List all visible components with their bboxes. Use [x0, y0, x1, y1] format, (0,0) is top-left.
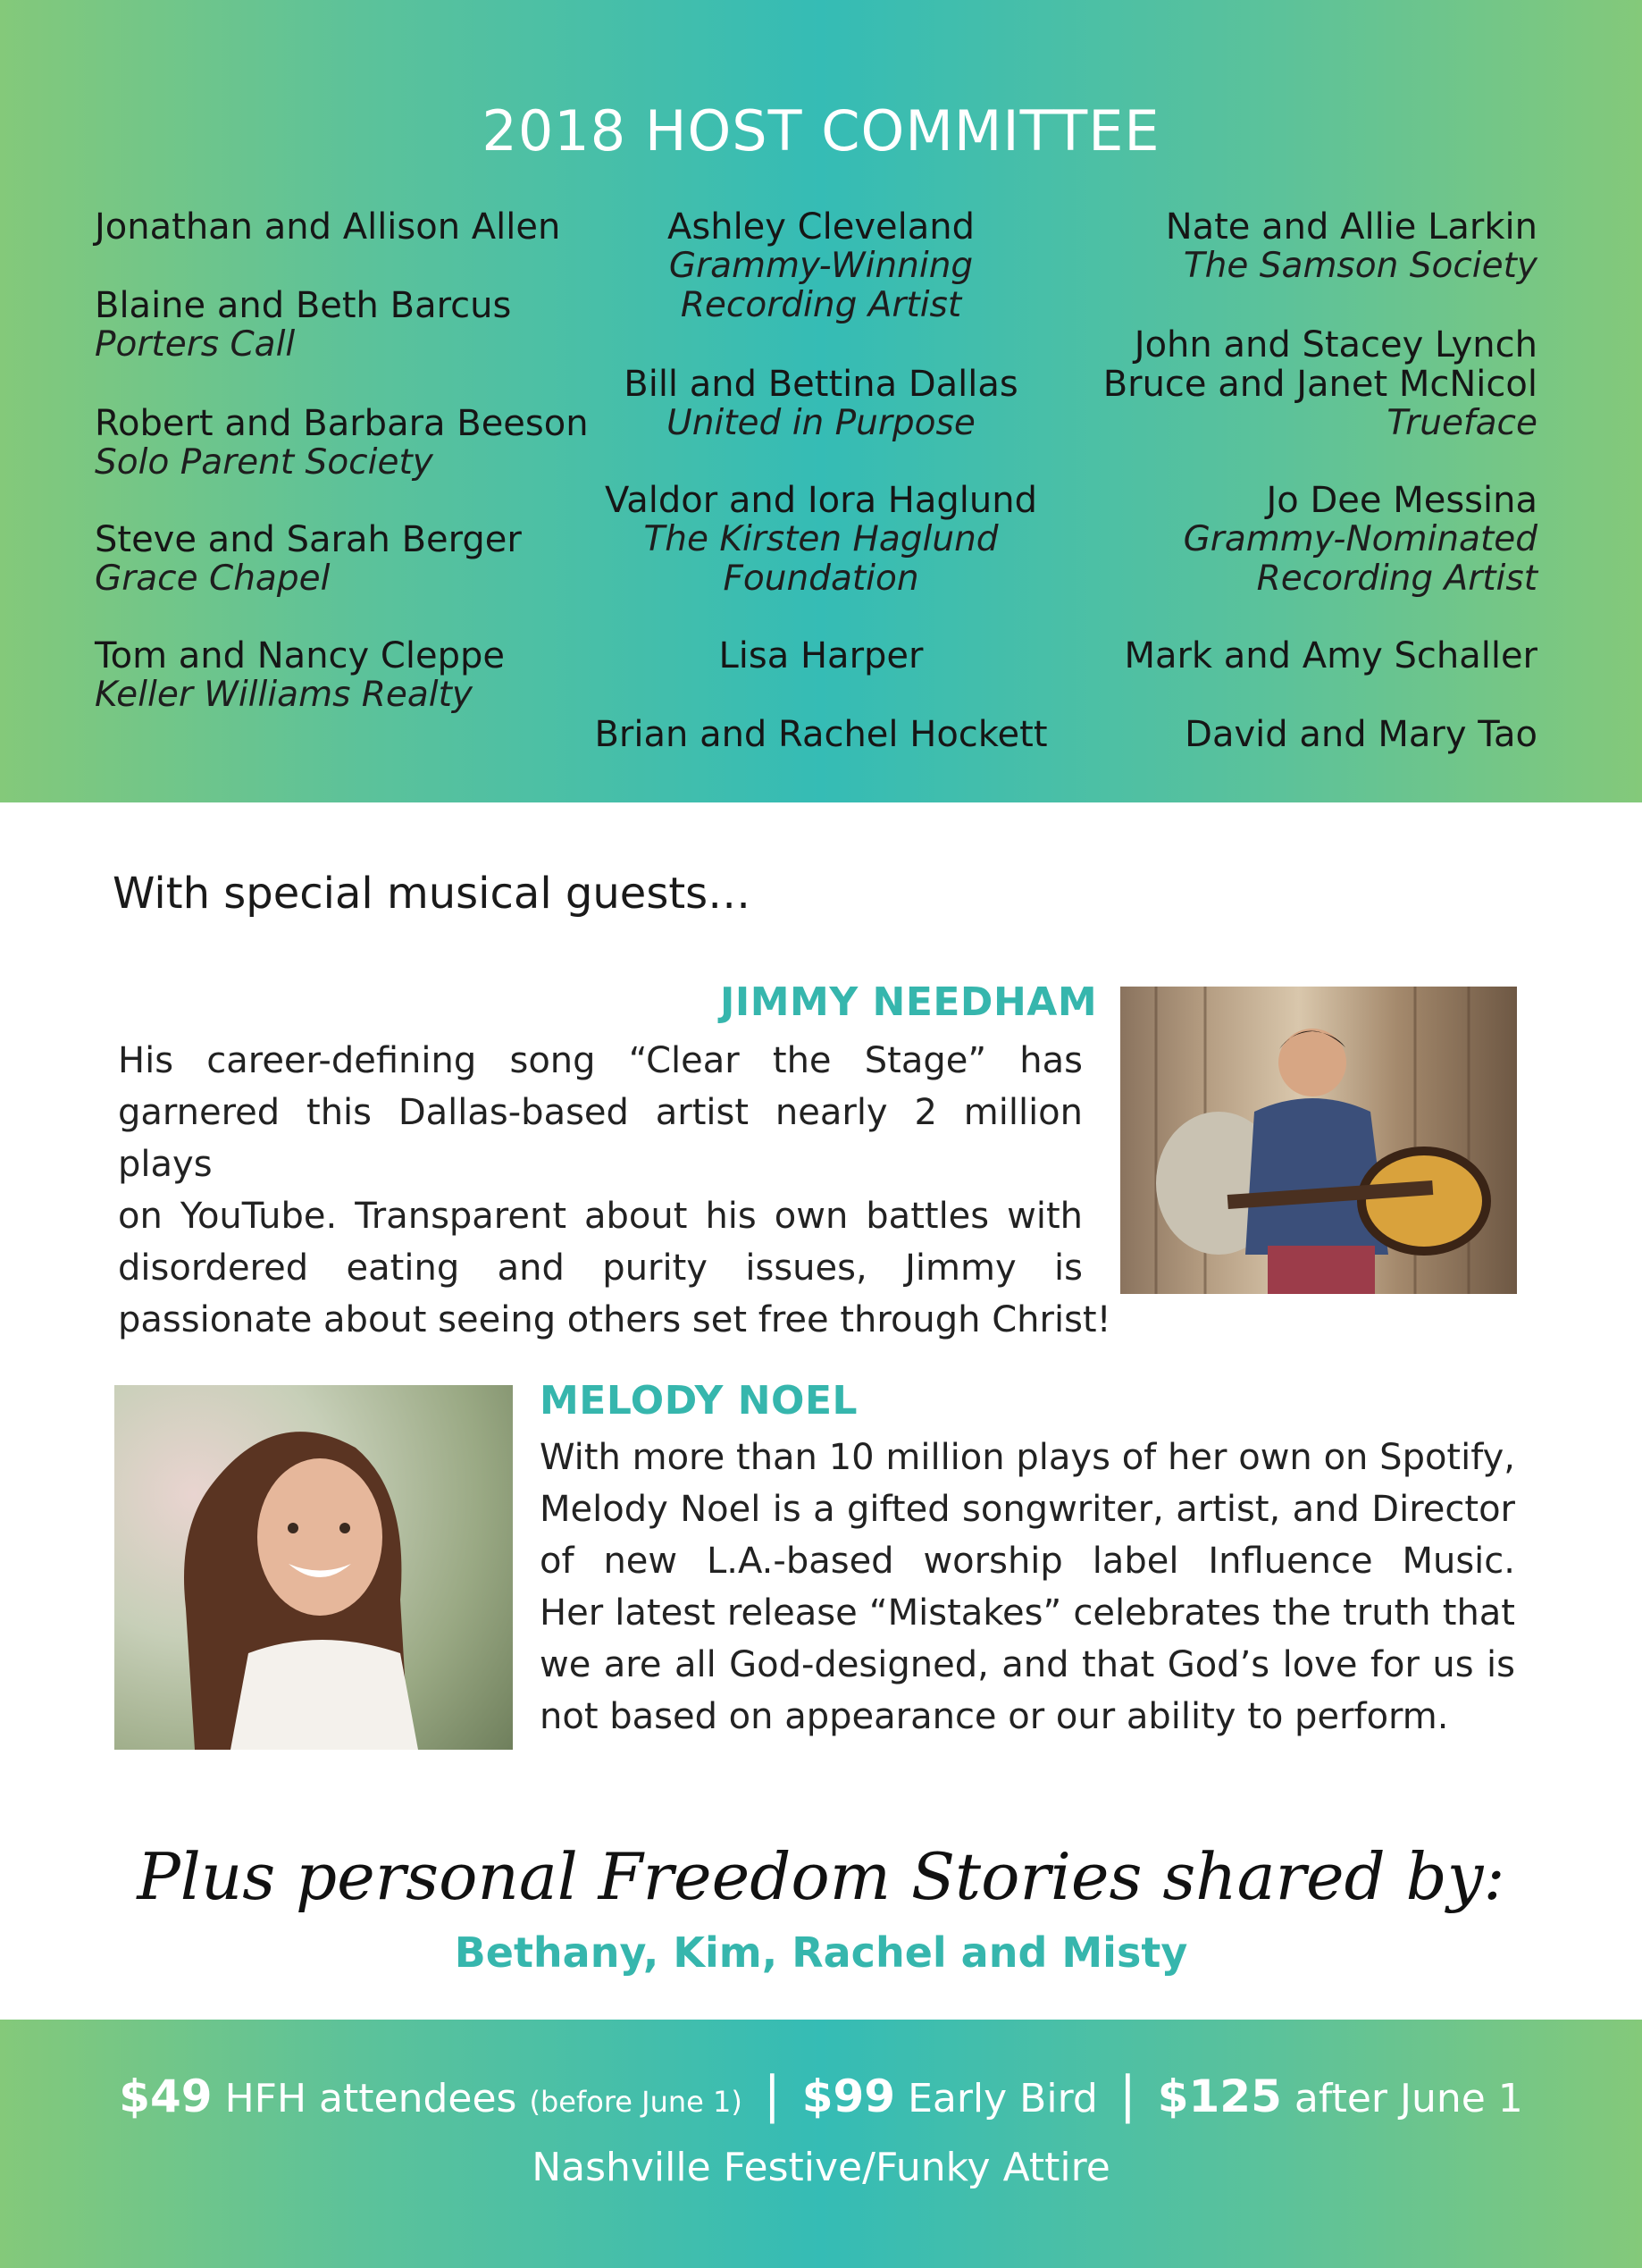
price-hfh-amount: $49 — [119, 2071, 213, 2122]
member-affiliation: The Samson Society — [1183, 246, 1537, 286]
price-separator: | — [1118, 2066, 1136, 2124]
price-early-label: Early Bird — [908, 2076, 1098, 2121]
member-name: Blaine and Beth Barcus — [95, 285, 512, 326]
committee-entry — [984, 325, 1537, 443]
committee-title: 2018 HOST COMMITTEE — [482, 98, 1160, 164]
committee-entry — [984, 481, 1537, 599]
bio-line: Melody Noel is a gifted songwriter, artist, and Director — [540, 1489, 1515, 1530]
bio-line: not based on appearance or our ability to perform. — [540, 1696, 1449, 1737]
member-affiliation: Recording Artist — [1256, 559, 1537, 599]
member-name: Bruce and Janet McNicol — [1102, 364, 1537, 405]
price-early-amount: $99 — [801, 2071, 896, 2122]
bio-line: garnered this Dallas-based artist nearly 2 million plays — [118, 1092, 1083, 1185]
member-name: Brian and Rachel Hockett — [594, 714, 1048, 755]
member-affiliation: Solo Parent Society — [95, 442, 433, 483]
freedom-stories-names: Bethany, Kim, Rachel and Misty — [454, 1928, 1188, 1977]
bio-line: With more than 10 million plays of her own on Spotify, — [540, 1437, 1515, 1478]
price-late-label: after June 1 — [1294, 2076, 1523, 2121]
member-affiliation: Trueface — [1386, 403, 1537, 443]
freedom-stories-heading: Plus personal Freedom Stories shared by: — [137, 1839, 1505, 1914]
bio-line: passionate about seeing others set free through Christ! — [118, 1299, 1111, 1340]
member-name: Bill and Bettina Dallas — [624, 364, 1018, 405]
bio-line: on YouTube. Transparent about his own battles with — [118, 1196, 1083, 1237]
bio-line: of new L.A.-based worship label Influence Music. — [540, 1541, 1515, 1582]
bio-line: Her latest release “Mistakes” celebrates the truth that — [540, 1592, 1515, 1634]
jimmy-needham-photo — [1120, 987, 1517, 1294]
member-name: Steve and Sarah Berger — [95, 519, 522, 560]
member-name: John and Stacey Lynch — [1134, 324, 1537, 365]
bio-line: disordered eating and purity issues, Jimmy is — [118, 1247, 1083, 1289]
member-affiliation: Porters Call — [95, 324, 296, 365]
jimmy-needham-bio — [118, 1035, 1111, 1346]
member-affiliation: Grace Chapel — [95, 559, 331, 599]
member-name: Mark and Amy Schaller — [1124, 635, 1537, 676]
attire-note: Nashville Festive/Funky Attire — [532, 2145, 1110, 2190]
member-affiliation: The Kirsten Haglund — [643, 519, 999, 559]
member-name: Lisa Harper — [718, 635, 924, 676]
guests-heading: With special musical guests… — [113, 869, 751, 919]
price-hfh-note: (before June 1) — [529, 2085, 742, 2119]
member-name: Tom and Nancy Cleppe — [95, 635, 505, 676]
price-separator: | — [763, 2066, 781, 2124]
jimmy-needham-name: JIMMY NEEDHAM — [720, 979, 1098, 1025]
melody-noel-photo — [114, 1385, 513, 1750]
member-name: Ashley Cleveland — [667, 206, 975, 248]
melody-noel-name: MELODY NOEL — [540, 1378, 859, 1424]
committee-entry — [984, 715, 1537, 754]
member-affiliation: Grammy-Winning — [668, 246, 974, 286]
melody-noel-bio — [540, 1432, 1515, 1743]
portrait-photo-icon — [114, 1385, 513, 1750]
committee-entry — [984, 636, 1537, 676]
member-affiliation: Grammy-Nominated — [1183, 519, 1537, 559]
guitarist-photo-icon — [1120, 987, 1517, 1294]
member-name: Nate and Allie Larkin — [1165, 206, 1537, 248]
member-name: Valdor and Iora Haglund — [604, 480, 1037, 521]
member-name: Jonathan and Allison Allen — [95, 206, 561, 248]
member-affiliation: Recording Artist — [680, 285, 962, 325]
member-affiliation: Foundation — [723, 559, 919, 599]
price-hfh-label: HFH attendees — [224, 2076, 517, 2121]
member-name: Robert and Barbara Beeson — [95, 403, 589, 444]
member-name: David and Mary Tao — [1185, 714, 1537, 755]
bio-line: His career-defining song “Clear the Stage” has — [118, 1040, 1083, 1081]
member-name: Jo Dee Messina — [1266, 480, 1537, 521]
price-late-amount: $125 — [1157, 2071, 1282, 2122]
member-affiliation: United in Purpose — [666, 403, 976, 443]
pricing-banner — [0, 2020, 1642, 2268]
committee-entry — [984, 207, 1537, 286]
pricing-line — [0, 2066, 1642, 2124]
member-affiliation: Keller Williams Realty — [95, 675, 473, 715]
bio-line: we are all God-designed, and that God’s love for us is — [540, 1644, 1515, 1685]
